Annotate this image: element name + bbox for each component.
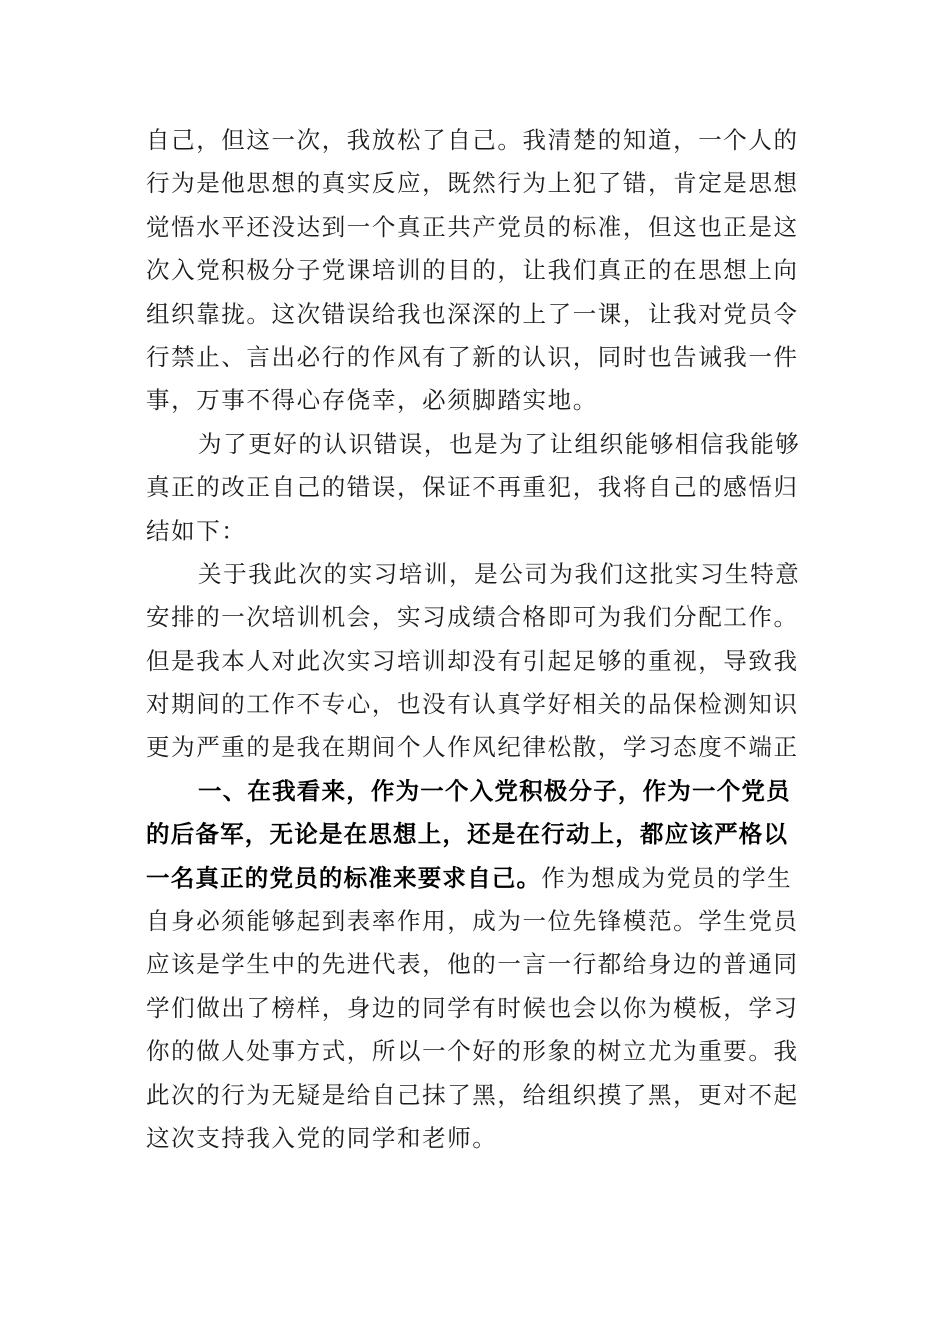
paragraph-1 [146,119,814,423]
text-line: 此次的行为无疑是给自己抹了黑，给组织摸了黑，更对不起 [146,1080,799,1109]
text-line: 真正的改正自己的错误，保证不再重犯，我将自己的感悟归 [146,473,799,502]
text-line: 更为严重的是我在期间个人作风纪律松散，学习态度不端正 [146,733,799,762]
text-line: 自身必须能够起到表率作用，成为一位先锋模范。学生党员 [146,907,799,936]
text-line: 组织靠拢。这次错误给我也深深的上了一课，让我对党员令 [146,299,799,328]
paragraph-4 [146,770,814,1161]
text-line: 为了更好的认识错误，也是为了让组织能够相信我能够 [198,429,801,458]
text-segment: 作为想成为党员的学生 [541,863,793,892]
text-line: 自己，但这一次，我放松了自己。我清楚的知道，一个人的 [146,126,799,154]
text-line: 行禁止、言出必行的作风有了新的认识，同时也告诫我一件 [146,342,799,371]
paragraph-2 [146,423,814,553]
bold-heading-end: 一名真正的党员的标准来要求自己。 [146,863,542,892]
text-line: 觉悟水平还没达到一个真正共产党员的标准，但这也正是这 [146,212,799,241]
text-line: 事，万事不得心存侥幸，必须脚踏实地。 [146,386,598,415]
bold-heading-line: 一、在我看来，作为一个入党积极分子，作为一个党员 [198,776,791,805]
paragraph-3 [146,553,814,770]
text-line: 关于我此次的实习培训，是公司为我们这批实习生特意 [198,559,801,588]
text-line: 学们做出了榜样，身边的同学有时候也会以你为模板，学习 [146,993,799,1022]
text-line: 结如下： [146,516,247,545]
text-line: 但是我本人对此次实习培训却没有引起足够的重视，导致我 [146,646,799,675]
text-line: 次入党积极分子党课培训的目的，让我们真正的在思想上向 [146,256,799,285]
document-body [146,119,814,1160]
text-line: 对期间的工作不专心，也没有认真学好相关的品保检测知识 [146,690,799,719]
bold-heading-line: 的后备军，无论是在思想上，还是在行动上，都应该严格以 [146,820,789,849]
text-line: 这次支持我入党的同学和老师。 [146,1123,498,1152]
mixed-text-line [146,857,814,900]
text-line: 应该是学生中的先进代表，他的一言一行都给身边的普通同 [146,950,799,979]
text-line: 行为是他思想的真实反应，既然行为上犯了错，肯定是思想 [146,169,799,198]
text-line: 你的做人处事方式，所以一个好的形象的树立尤为重要。我 [146,1037,799,1066]
text-line: 安排的一次培训机会，实习成绩合格即可为我们分配工作。 [146,603,799,632]
